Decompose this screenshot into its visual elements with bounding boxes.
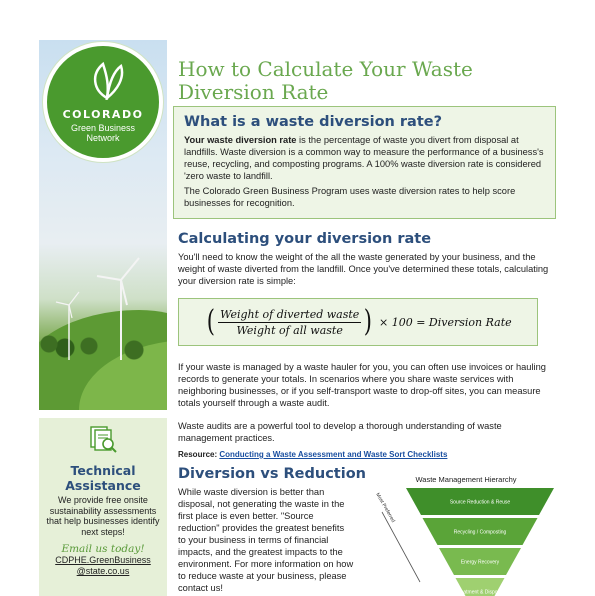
logo-title: COLORADO <box>62 108 144 121</box>
technical-assistance-title: Technical Assistance <box>65 463 141 493</box>
formula-result: × 100 = Diversion Rate <box>379 315 512 329</box>
page-title: How to Calculate Your Waste Diversion Rate <box>178 57 473 104</box>
paragraph: The Colorado Green Business Program uses waste diversion rates to help score businesses for recognition. <box>184 186 516 208</box>
resource-line: Resource: Conducting a Waste Assessment and Waste Sort Checklists <box>178 450 448 459</box>
email-label: Email us today! <box>61 543 145 555</box>
section-heading: Diversion vs Reduction <box>178 466 366 482</box>
colorado-green-business-logo <box>43 42 163 162</box>
paragraph: You'll need to know the weight of the all the waste generated by your business, and the weight of waste diverted from the landfill. Once you've determined these totals, calculating your diversion rate is simple: <box>178 252 549 286</box>
document-search-icon <box>86 424 120 456</box>
preference-arrow <box>382 512 420 582</box>
leaf-icon <box>83 60 131 100</box>
what-is-diversion-box <box>173 106 556 219</box>
pyramid-title: Waste Management Hierarchy <box>415 475 517 484</box>
pyramid-level-label: Energy Recovery <box>460 559 500 566</box>
section-heading: What is a waste diversion rate? <box>184 114 443 130</box>
paragraph: If your waste is managed by a waste hauler for you, you can often use invoices or hauling records to generate your totals. In scenarios where you share waste services with neighboring businesses, or if you self-transport waste to drop-off sites, you can measure totals yourself through a waste audit. <box>178 362 546 408</box>
email-link[interactable]: CDPHE.GreenBusiness @state.co.us <box>55 555 151 576</box>
logo-subtitle: Green Business Network <box>70 123 136 143</box>
sidebar <box>39 40 167 596</box>
paragraph: While waste diversion is better than disposal, not generating the waste in the first place is even better. "Source reduction" provides the greatest benefits to your business in terms of financial impacts, and the greatest impacts to the environment. For more information on how to reduce waste at your business, please contact us! <box>178 487 354 593</box>
pyramid-side-label: Most Preferred <box>374 492 397 524</box>
resource-link[interactable]: Conducting a Waste Assessment and Waste Sort Checklists <box>219 450 448 459</box>
pyramid-level-label: Source Reduction & Reuse <box>449 499 511 506</box>
diversion-formula: ( $\frac{\text{Weight of diverted waste}}{\text{Weight of all waste}}$ ) × 100 = Diversion Rate <box>207 304 512 339</box>
waste-hierarchy-diagram <box>368 472 564 596</box>
paragraph: Your waste diversion rate is the percentage of waste you divert from disposal at landfills. Waste diversion is a common way to measure the performance of a business's reuse, recycling, and composting programs. A 100% waste diversion rate is considered 'zero waste to landfill. <box>184 135 544 181</box>
technical-assistance-box <box>39 418 167 596</box>
formula-box <box>178 298 538 346</box>
wind-turbine-image <box>39 250 167 360</box>
technical-assistance-text: We provide free onsite sustainability assessments that help businesses identify next steps! <box>46 495 160 537</box>
formula-numerator: Weight of diverted waste <box>220 307 360 321</box>
formula-denominator: Weight of all waste <box>236 323 343 337</box>
section-heading: Calculating your diversion rate <box>178 231 432 247</box>
pyramid-level-label: Treatment & Disposal <box>456 589 504 596</box>
pyramid-level-label: Recycling / Composting <box>453 529 507 536</box>
paragraph: Waste audits are a powerful tool to develop a thorough understanding of waste management practices. <box>178 421 502 443</box>
